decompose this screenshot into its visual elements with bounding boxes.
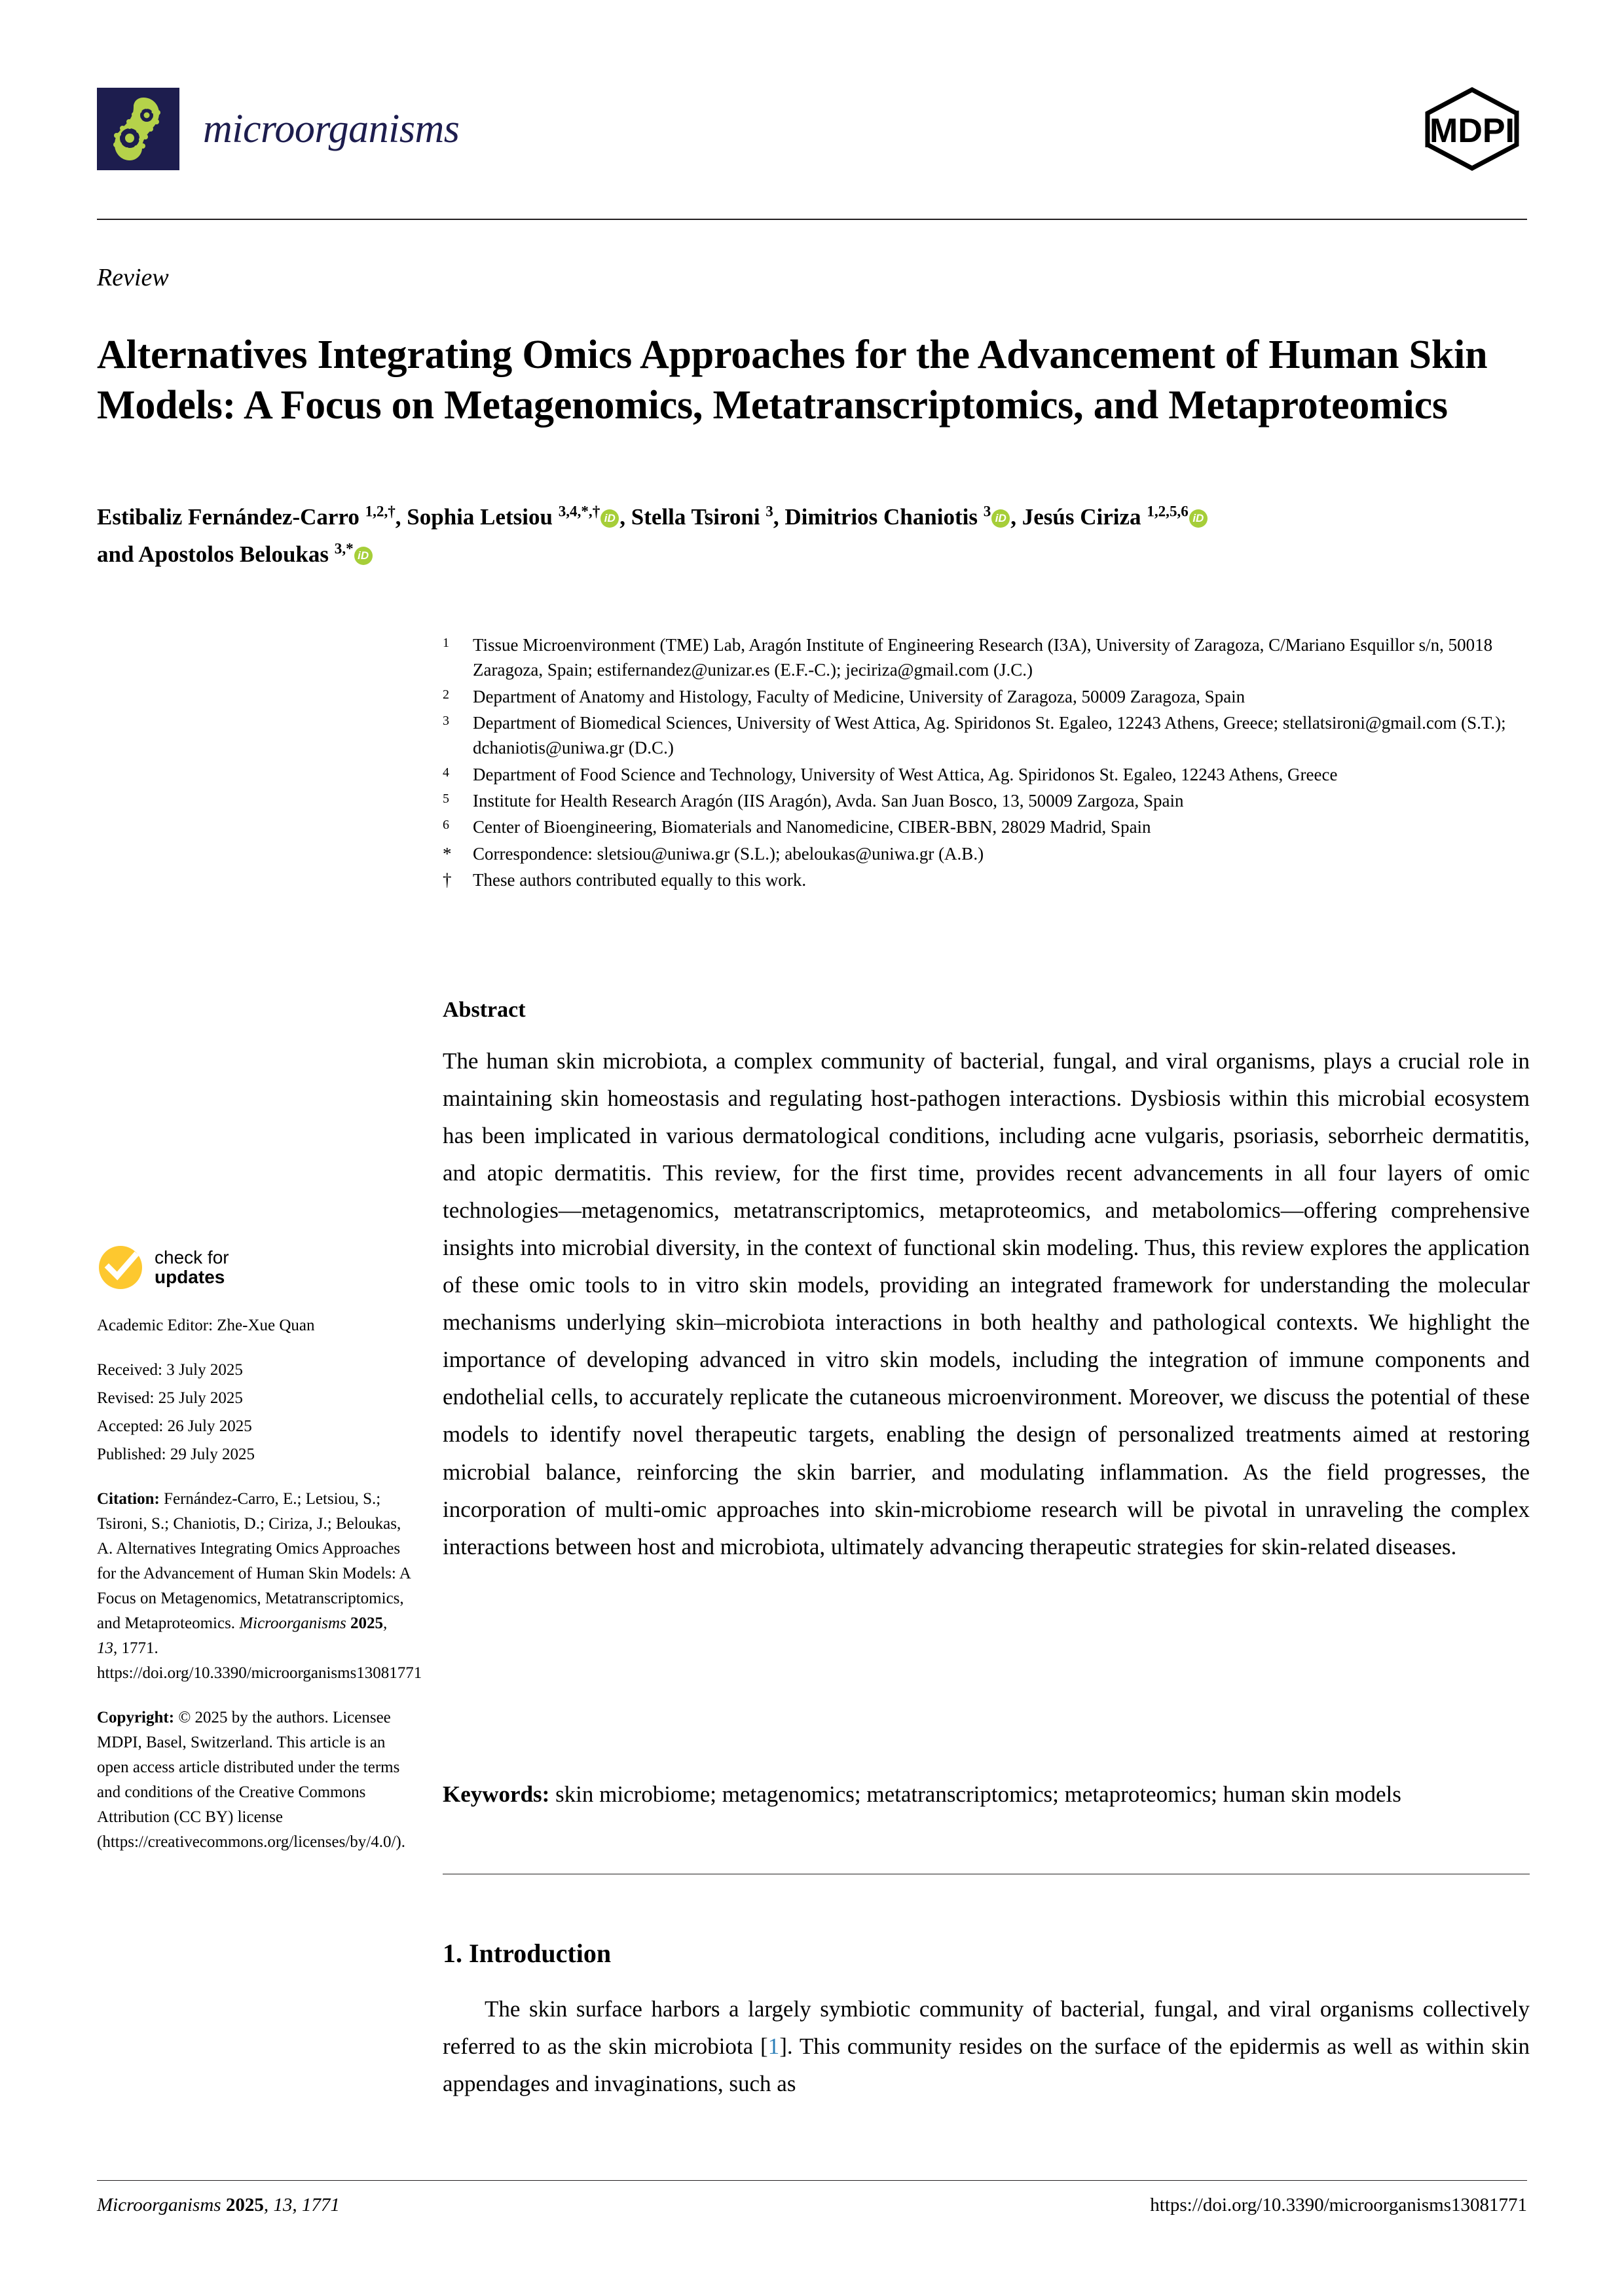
orcid-icon[interactable]: iD — [600, 509, 619, 528]
author-separator: , Jesús Ciriza — [1010, 504, 1147, 530]
affiliation-row — [443, 814, 1530, 839]
affiliation-row — [443, 762, 1530, 787]
citation-authors: Fernández-Carro, E.; Letsiou, S.; Tsironi, S.; Chaniotis, D.; Ciriza, J.; Beloukas, A. Alternatives Integrating Omics Approaches for the Advancement of Human Skin Models: A Focus on Metagenomics, Metatranscriptomics, and Metaproteomics. — [97, 1490, 411, 1632]
accepted-date: Accepted: 26 July 2025 — [97, 1417, 252, 1435]
affiliation-row — [443, 867, 1530, 892]
article-type-label: Review — [97, 264, 169, 291]
abstract-heading: Abstract — [443, 998, 526, 1022]
introduction-text — [443, 1990, 1530, 2102]
intro-text-part1: The skin surface harbors a largely symbiotic community of bacterial, fungal, and viral organisms collectively referred to as the skin microbiota [ — [443, 1996, 1530, 2060]
orcid-icon[interactable]: iD — [991, 509, 1010, 528]
author-separator: , Stella Tsironi — [619, 504, 766, 530]
journal-title: microorganisms — [203, 106, 460, 151]
page-title: Alternatives Integrating Omics Approaches for the Advancement of Human Skin Models: A Focus on Metagenomics, Metatranscriptomics, and Metaproteomics — [97, 332, 1488, 428]
copyright-text: © 2025 by the authors. Licensee MDPI, Basel, Switzerland. This article is an open access article distributed under the terms and conditions of the Creative Commons Attribution (CC BY) license (https://creativecommons.org/licenses/by/4.0/). — [97, 1709, 405, 1851]
author-affil-marker: 3,* — [334, 539, 354, 557]
introduction-heading: 1. Introduction — [443, 1939, 612, 1968]
citation-doi[interactable]: , 1771. https://doi.org/10.3390/microorganisms13081771 — [97, 1639, 422, 1682]
affiliation-row — [443, 684, 1530, 709]
orcid-icon[interactable]: iD — [1189, 509, 1208, 528]
intro-text-part2: ]. This community resides on the surface of the epidermis as well as within skin appendages and invaginations, such as — [443, 2033, 1530, 2097]
affiliation-row — [443, 710, 1530, 761]
revised-date: Revised: 25 July 2025 — [97, 1389, 243, 1407]
citation-volume: , 13 — [97, 1614, 388, 1657]
author-affil-marker: 3,4,*,† — [558, 502, 600, 520]
copyright-label: Copyright: — [97, 1709, 175, 1726]
equal-contribution-text: These authors contributed equally to this work. — [473, 869, 807, 890]
affiliation-row — [443, 632, 1530, 683]
keywords-text: skin microbiome; metagenomics; metatranscriptomics; metaproteomics; human skin models — [549, 1781, 1401, 1807]
citation-journal: Microorganisms — [239, 1614, 346, 1632]
keywords-block — [443, 1776, 1530, 1813]
citation-link-1[interactable]: 1 — [767, 2033, 780, 2060]
copyright-block — [97, 1705, 411, 1855]
affiliation-text: Department of Anatomy and Histology, Faculty of Medicine, University of Zaragoza, 50009 Zaragoza, Spain — [473, 686, 1246, 706]
affiliation-marker: 6 — [443, 818, 449, 833]
correspondence-marker: * — [443, 843, 452, 864]
citation-block — [97, 1487, 422, 1686]
affiliation-row — [443, 841, 1530, 866]
footer-journal: Microorganisms — [97, 2195, 221, 2215]
footer-divider — [97, 2180, 1527, 2181]
received-date: Received: 3 July 2025 — [97, 1361, 243, 1379]
check-for-updates-badge[interactable] — [97, 1244, 411, 1291]
affiliation-marker: 1 — [443, 636, 449, 650]
affiliations-block — [443, 632, 1530, 894]
affiliation-marker: 2 — [443, 687, 449, 702]
microorganisms-logo — [97, 88, 179, 170]
affiliation-row — [443, 788, 1530, 813]
citation-label: Citation: — [97, 1490, 160, 1508]
affiliation-text: Center of Bioengineering, Biomaterials and Nanomedicine, CIBER-BBN, 28029 Madrid, Spain — [473, 817, 1151, 837]
author-affil-marker: 1,2,5,6 — [1147, 502, 1189, 520]
microbe-icon — [105, 92, 171, 166]
affiliation-text: Department of Food Science and Technology, University of West Attica, Ag. Spiridonos St. Egaleo, 12243 Athens, Greece — [473, 764, 1338, 784]
academic-editor: Academic Editor: Zhe-Xue Quan — [97, 1317, 315, 1334]
journal-brand — [97, 88, 459, 170]
author-affil-marker: 3 — [983, 502, 991, 520]
affiliation-marker: 4 — [443, 765, 449, 780]
affiliation-marker: 5 — [443, 791, 449, 806]
affiliation-text: Institute for Health Research Aragón (IIS Aragón), Avda. San Juan Bosco, 13, 50009 Zargoza, Spain — [473, 790, 1184, 811]
published-date: Published: 29 July 2025 — [97, 1446, 255, 1463]
author-separator: , Dimitrios Chaniotis — [773, 504, 984, 530]
author-name: Estibaliz Fernández-Carro — [97, 504, 365, 530]
footer-doi[interactable]: https://doi.org/10.3390/microorganisms13081771 — [1150, 2195, 1527, 2215]
publication-dates-block — [97, 1358, 411, 1467]
check-for-updates-line1: check for — [155, 1247, 229, 1267]
keywords-label: Keywords: — [443, 1781, 550, 1807]
mdpi-logo-text: MDPI — [1430, 112, 1515, 150]
mdpi-logo — [1417, 87, 1527, 171]
check-for-updates-text — [155, 1248, 229, 1287]
check-for-updates-line2: updates — [155, 1267, 225, 1287]
footer-volume-page: , 13, 1771 — [263, 2195, 340, 2215]
author-separator: , Sophia Letsiou — [395, 504, 559, 530]
authors-list — [97, 499, 1531, 573]
author-name: and Apostolos Beloukas — [97, 541, 335, 567]
orcid-icon[interactable]: iD — [354, 547, 373, 565]
author-affil-marker: 3 — [766, 502, 773, 520]
equal-contribution-marker: † — [443, 869, 452, 890]
sidebar — [97, 1244, 422, 1874]
abstract-text: The human skin microbiota, a complex community of bacterial, fungal, and viral organisms, plays a crucial role in maintaining skin homeostasis and regulating host-pathogen interactions. Dysbiosis within this microbial ecosystem has been implicated in various dermatological conditions, including acne vulgaris, psoriasis, seborrheic dermatitis, and atopic dermatitis. This review, for the first time, provides recent advancements in all four layers of omic technologies—metagenomics, metatranscriptomics, metaproteomics, and metabolomics—offering comprehensive insights into microbial diversity, in the context of functional skin modeling. Thus, this review explores the application of these omic tools to in vitro skin models, providing an integrated framework for understanding the molecular mechanisms underlying skin–microbiota interactions in both healthy and pathological contexts. We highlight the importance of developing advanced in vitro skin models, including the integration of immune components and endothelial cells, to accurately replicate the cutaneous microenvironment. Moreover, we discuss the potential of these models to identify novel therapeutic targets, enabling the design of personalized treatments aimed at restoring microbial balance, reinforcing the skin barrier, and modulating inflammation. As the field progresses, the incorporation of multi-omic approaches into skin-microbiome research will be pivotal in unraveling the complex interactions between host and microbiota, ultimately advancing therapeutic strategies for skin-related diseases. — [443, 1048, 1530, 1559]
correspondence-text: Correspondence: sletsiou@uniwa.gr (S.L.); abeloukas@uniwa.gr (A.B.) — [473, 843, 984, 864]
academic-editor-block — [97, 1313, 411, 1338]
affiliation-text: Department of Biomedical Sciences, University of West Attica, Ag. Spiridonos St. Egaleo, 12243 Athens, Greece; stellatsironi@gmail.com (S.T.); dchaniotis@uniwa.gr (D.C.) — [473, 712, 1506, 758]
check-circle-icon — [97, 1244, 144, 1291]
masthead — [97, 86, 1527, 172]
header-divider — [97, 219, 1527, 220]
footer-citation — [97, 2195, 340, 2216]
footer-year: 2025 — [221, 2195, 264, 2215]
affiliation-text: Tissue Microenvironment (TME) Lab, Aragón Institute of Engineering Research (I3A), University of Zaragoza, C/Mariano Esquillor s/n, 50018 Zaragoza, Spain; estifernandez@unizar.es (E.F.-C.); jeciriza@gmail.com (J.C.) — [473, 635, 1493, 680]
page-footer — [97, 2195, 1527, 2216]
author-affil-marker: 1,2,† — [365, 502, 396, 520]
affiliation-marker: 3 — [443, 713, 449, 728]
citation-year: 2025 — [346, 1614, 383, 1632]
